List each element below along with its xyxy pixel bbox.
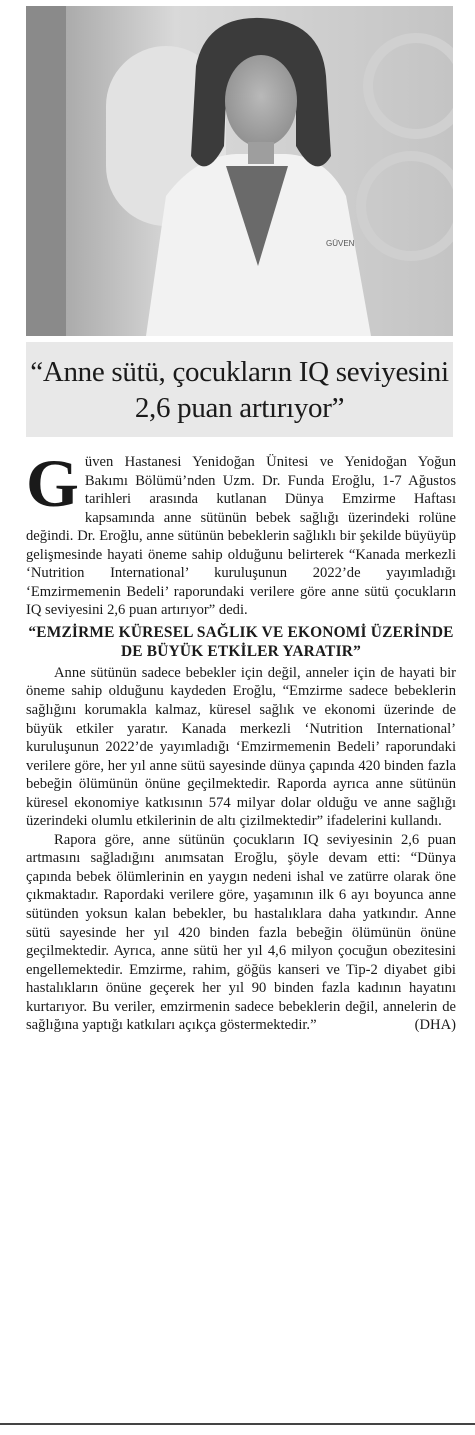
drop-cap: G [26, 445, 79, 521]
intro-text: üven Hastanesi Yenidoğan Ünitesi ve Yenidoğan Yoğun Bakımı Bölümü’nden Uzm. Dr. Funda Eroğlu, 1-7 Ağustos tarihleri arasında kutlanan Dünya Emzirme Haftası kapsamında anne sütünün bebek sağlığı üzerindeki rolüne değindi. Dr. Eroğlu, anne sütünün bebeklerin sağlıklı bir şekilde büyüyüp gelişmesinde hayati öneme sahip olduğunu belirterek “Kanada merkezli ‘Nutrition International’ kuruluşunun 2022’de yayımladığı ‘Emzirmemenin Bedeli’ raporundaki verilere göre anne sütü çocukların IQ seviyesini 2,6 puan artırıyor” dedi. [26, 454, 456, 619]
body-paragraph-2: Anne sütünün sadece bebekler için değil, anneler için de hayati bir öneme sahip olduğunu kaydeden Eroğlu, “Emzirme sadece bebeklerin sağlığını korumakla kalmaz, küresel sağlık ve ekonomi üzerinde de büyük etkiler yaratır. Kanada merkezli ‘Nutrition International’ kuruluşunun 2022’de yayımladığı ‘Emzirmemenin Bedeli’ raporundaki verilere göre, her yıl anne sütü sayesinde dünya çapında 420 binden fazla bebeğin ölümünün önüne geçilmektedir. Raporda ayrıca anne sütünün küresel ekonomiye katkısının 574 milyar dolar olduğu ve anne sağlığı üzerindeki olumlu etkilerinin de altı çizilmektedir” ifadelerini kullandı. [26, 664, 456, 830]
intro-paragraph [26, 445, 456, 620]
body-paragraph-3-text: Rapora göre, anne sütünün çocukların IQ seviyesinin 2,6 puan artmasını sağladığını anımsatan Eroğlu, şöyle devam etti: “Dünya çapında bebek ölümlerinin en yaygın nedeni ishal ve zatürre olarak öne çıkmaktadır. Rapordaki verilere göre, yaşamının ilk 6 ayı boyunca anne sütünden yoksun kalan bebekler, bu hastalıklara daha yatkındır. Anne sütü sayesinde her yıl 420 binden fazla bebeğin ölümünün önüne geçilmektedir. Ayrıca, anne sütü her yıl 4,6 milyon çocuğun obezitesini engellemektedir. Emzirme, rahim, göğüs kanseri ve Tip-2 diyabet gibi hastalıkların önüne geçerek her yıl 90 binden fazla kadının hayatını kurtarıyor. Bu veriler, emzirmenin sadece bebeklerin değil, annelerin de sağlığına yaptığı katkıları açıkça göstermektedir.” [26, 831, 456, 1034]
headline-box [26, 342, 453, 437]
article-photo [26, 6, 453, 336]
headline: “Anne sütü, çocukların IQ seviyesini 2,6 puan artırıyor” [30, 355, 449, 424]
news-agency-credit: (DHA) [414, 1017, 456, 1034]
article-body [26, 445, 456, 1035]
coat-logo: GÜVEN [326, 239, 355, 248]
doctor-portrait-image [26, 6, 453, 336]
subheading: “EMZİRME KÜRESEL SAĞLIK VE EKONOMİ ÜZERİNDE DE BÜYÜK ETKİLER YARATIR” [28, 623, 454, 660]
bottom-rule [0, 1423, 475, 1425]
body-paragraph-3 [26, 831, 456, 1035]
